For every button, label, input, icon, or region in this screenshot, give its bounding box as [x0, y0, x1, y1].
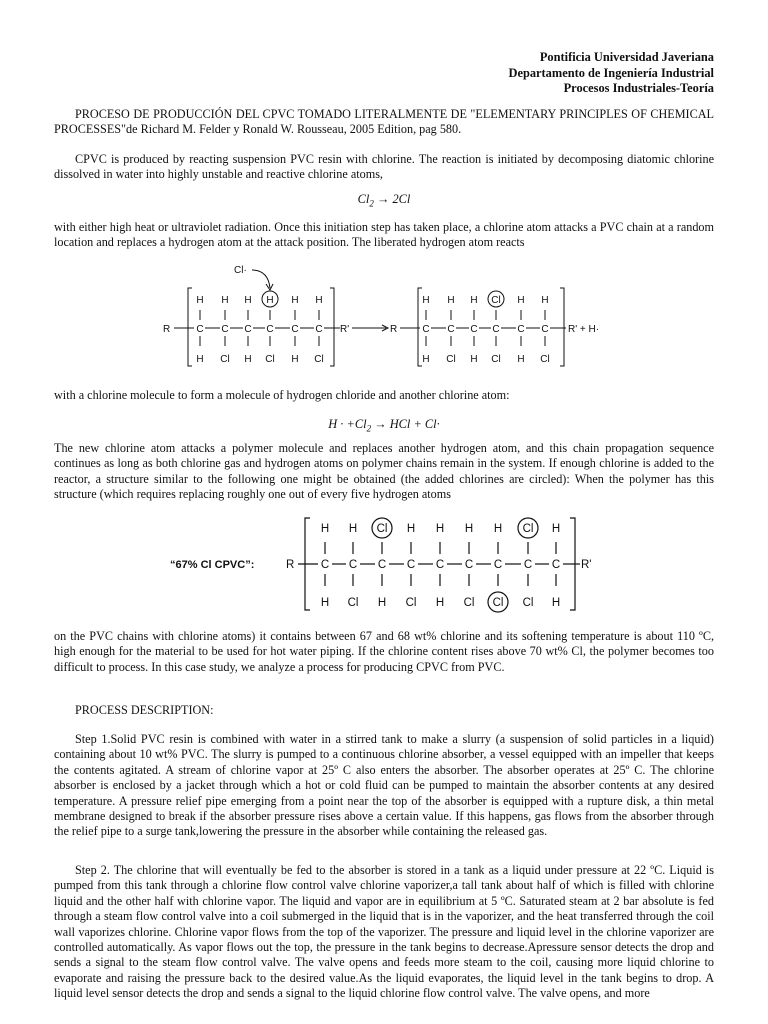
paragraph-chlorine-attack: with either high heat or ultraviolet radiation. Once this initiation step has taken place, a chlorine atom attacks a PVC chain at a random location and replaces a hydrogen atom at the attack position. The liberated hydrogen atom reacts [54, 220, 714, 250]
product-chain-end-label: R' + H· [568, 324, 600, 335]
atom: H [470, 354, 478, 365]
atom: H [291, 354, 299, 365]
atom: H [422, 295, 430, 306]
atom: H [291, 295, 299, 306]
atom: H [320, 597, 330, 609]
carbon-atom: C [406, 559, 416, 571]
carbon-atom: C [348, 559, 358, 571]
university-name: Pontificia Universidad Javeriana [539, 50, 714, 64]
atom: H [348, 523, 358, 535]
atom: H [320, 523, 330, 535]
atom: Cl [492, 597, 504, 609]
atom: H [266, 295, 274, 306]
carbon-atom: C [447, 324, 455, 335]
carbon-atom: C [523, 559, 533, 571]
carbon-atom: C [422, 324, 430, 335]
atom: H [244, 295, 252, 306]
section-heading: PROCESS DESCRIPTION: [75, 703, 214, 717]
carbon-atom: C [315, 324, 323, 335]
intro-paragraph: PROCESO DE PRODUCCIÓN DEL CPVC TOMADO LITERALMENTE DE "ELEMENTARY PRINCIPLES OF CHEMICAL PROCESSES"de Richard M. Felder y Ronald W. Rousseau, 2005 Edition, pag 580. [54, 107, 714, 137]
paragraph-step-2: Step 2. The chlorine that will eventually be fed to the absorber is stored in a tank as a liquid under pressure at 22 ºC. Liquid is pumped from this tank through a chlorine flow control valve chlorine vaporizer,a tall tank about half of which is filled with chlorine liquid and the other half with chlorine vapor. The liquid and vapor are in equilibrium at 5 ºC. Saturated steam at 2 bar absolute is fed through a steam flow control valve into a coil submerged in the liquid that is in the vaporizer, and the heat transferred through the coil wall vaporizes chlorine. Chlorine vapor flows from the top of the vaporizer. The pressure and liquid level in the chlorine vaporizer are controlled automatically. As vapor flows out the top, the pressure in the tank begins to decrease.Apressure sensor detects the drop and sends a signal to the steam flow control valve. The valve opens and feeds more steam to the coil, causing more liquid chlorine to evaporate and raising the pressure back to the desired value.As the liquid evaporates, the liquid level in the tank begins to drop. A liquid level sensor detects the drop and sends a signal to the liquid chlorine flow control valve. The valve opens, and more [54, 863, 714, 1001]
carbon-atom: C [221, 324, 229, 335]
carbon-atom: C [470, 324, 478, 335]
carbon-atom: C [551, 559, 561, 571]
paragraph-chlorine-content: on the PVC chains with chlorine atoms) it contains between 67 and 68 wt% chlorine and its softening temperature is about 110 ºC, high enough for the material to be used for hot water piping. If the chlorine content rises above 70 wt% Cl, the polymer becomes too difficult to process. In this case study, we analyze a process for producing CPVC from PVC. [54, 629, 714, 674]
atom: H [315, 295, 323, 306]
atom: H [196, 295, 204, 306]
atom: Cl [522, 597, 534, 609]
atom: H [377, 597, 387, 609]
atom: Cl [463, 597, 475, 609]
atom: Cl [265, 354, 275, 365]
atom: Cl [446, 354, 456, 365]
reaction-scheme-figure [160, 262, 620, 374]
cpvc-label: “67% Cl CPVC”: [170, 559, 255, 571]
atom: H [541, 295, 549, 306]
chlorine-radical-label: Cl· [234, 265, 247, 276]
atom: H [435, 597, 445, 609]
institution-header [509, 50, 714, 97]
carbon-atom: C [464, 559, 474, 571]
atom: Cl [347, 597, 359, 609]
atom: H [493, 523, 503, 535]
carbon-atom: C [517, 324, 525, 335]
atom: H [435, 523, 445, 535]
carbon-atom: C [492, 324, 500, 335]
chain-start-label: R [286, 559, 295, 571]
carbon-atom: C [244, 324, 252, 335]
atom: H [551, 523, 561, 535]
cpvc-structure-figure [160, 514, 610, 614]
paragraph-chain-propagation: The new chlorine atom attacks a polymer molecule and replaces another hydrogen atom, and this chain propagation sequence continues as long as both chlorine gas and hydrogen atoms on polymer chains remain in the system. If enough chlorine is added to the reactor, a structure similar to the following one might be obtained (the added chlorines are circled): When the polymer has this structure (which requires replacing roughly one out of every five hydrogen atoms [54, 441, 714, 502]
atom: H [422, 354, 430, 365]
department-name: Departamento de Ingeniería Industrial [508, 65, 714, 80]
atom: H [447, 295, 455, 306]
atom: Cl [314, 354, 324, 365]
atom: Cl [522, 523, 534, 535]
carbon-atom: C [266, 324, 274, 335]
equation-hcl-formation: $H \cdot +Cl_2$ → HCl + Cl· [328, 417, 440, 434]
atom: Cl [405, 597, 417, 609]
atom: Cl [376, 523, 388, 535]
atom: Cl [491, 295, 501, 306]
paragraph-hydrogen-reaction: with a chlorine molecule to form a molecule of hydrogen chloride and another chlorine atom: [54, 388, 510, 402]
paragraph-cpvc-production: CPVC is produced by reacting suspension PVC resin with chlorine. The reaction is initiated by decomposing diatomic chlorine dissolved in water into highly unstable and reactive chlorine atoms, [54, 152, 714, 182]
carbon-atom: C [291, 324, 299, 335]
atom: H [517, 354, 525, 365]
atom: H [470, 295, 478, 306]
carbon-atom: C [493, 559, 503, 571]
chain-start-label: R [163, 324, 171, 335]
chain-end-label: R' [581, 559, 592, 571]
atom: Cl [540, 354, 550, 365]
carbon-atom: C [541, 324, 549, 335]
course-name: Procesos Industriales-Teoría [563, 81, 714, 95]
atom: H [196, 354, 204, 365]
carbon-atom: C [320, 559, 330, 571]
product-chain-start-label: R [390, 324, 398, 335]
chain-end-label: R' [340, 324, 350, 335]
atom: H [464, 523, 474, 535]
atom: H [517, 295, 525, 306]
carbon-atom: C [196, 324, 204, 335]
carbon-atom: C [435, 559, 445, 571]
equation-chlorine-dissociation: $Cl_2 \to 2Cl$ [357, 192, 411, 209]
atom: H [244, 354, 252, 365]
atom: Cl [220, 354, 230, 365]
atom: H [406, 523, 416, 535]
atom: H [221, 295, 229, 306]
atom: H [551, 597, 561, 609]
carbon-atom: C [377, 559, 387, 571]
paragraph-step-1: Step 1.Solid PVC resin is combined with water in a stirred tank to make a slurry (a suspension of solid particles in a liquid) containing about 10 wt% PVC. The slurry is pumped to a continuous chlorine absorber, a vessel equipped with an impeller that keeps the contents agitated. A stream of chlorine vapor at 25º C also enters the absorber. The absorber operates at 25º C. The chlorine absorber is enclosed by a jacket through which a hot or cold fluid can be pumped to maintain the absorber contents at any desired temperature. A pressure relief pipe emerging from a point near the top of the absorber is equipped with a rupture disk, a thin metal membrane designed to break if the absorber pressure rises above a certain value. If this happens, gas flows from the absorber through the relief pipe to a surge tank,lowering the pressure in the absorber while containing the released gas. [54, 732, 714, 839]
atom: Cl [491, 354, 501, 365]
